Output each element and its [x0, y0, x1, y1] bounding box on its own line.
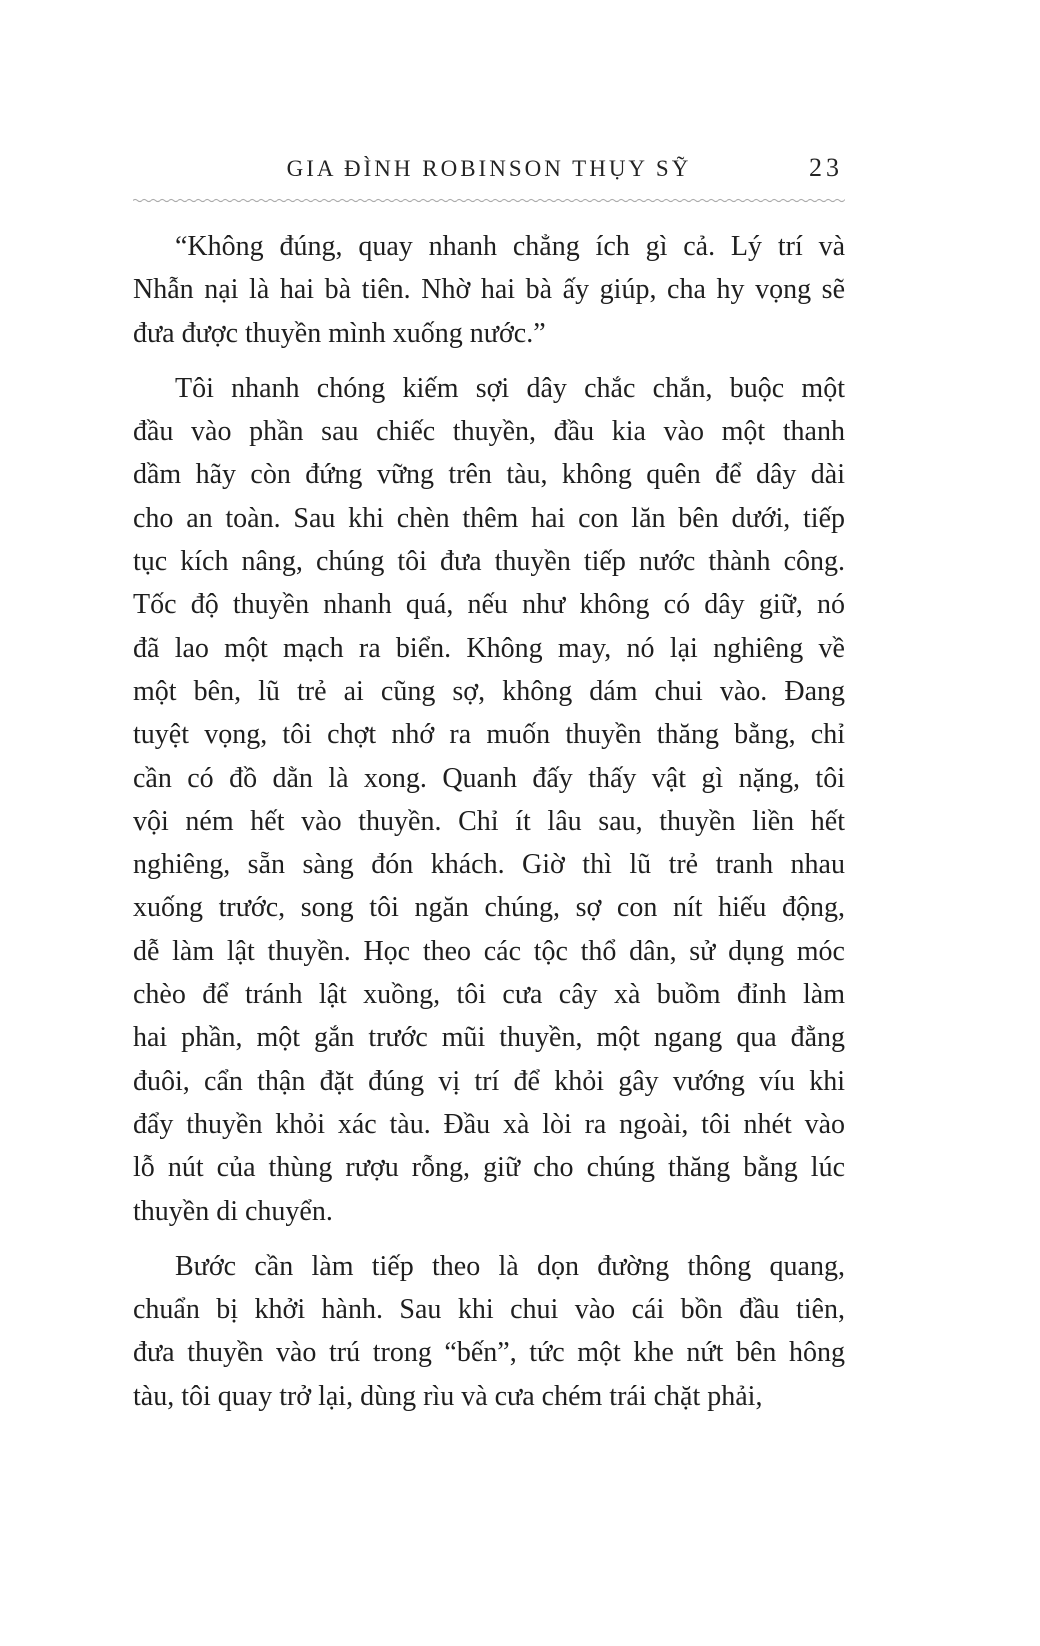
text-line: đầu vào phần sau chiếc thuyền, đầu kia vào một thanh [133, 416, 845, 448]
text-line: cần có đồ dằn là xong. Quanh đấy thấy vật gì nặng, tôi [133, 762, 845, 794]
text-line: cho an toàn. Sau khi chèn thêm hai con lăn bên dưới, tiếp [133, 502, 845, 534]
text-line: thuyền di chuyển. [133, 1195, 333, 1227]
text-line: Tốc độ thuyền nhanh quá, nếu như không có dây giữ, nó [133, 589, 845, 621]
text-line: Bước cần làm tiếp theo là dọn đường thông quang, [175, 1250, 845, 1282]
text-line: đã lao một mạch ra biển. Không may, nó lại nghiêng về [133, 632, 845, 664]
text-line: vội ném hết vào thuyền. Chỉ ít lâu sau, thuyền liền hết [133, 805, 845, 837]
text-column [133, 0, 845, 1646]
page-number: 23 [809, 153, 843, 182]
text-line: tàu, tôi quay trở lại, dùng rìu và cưa chém trái chặt phải, [133, 1380, 763, 1412]
paragraph [133, 1245, 845, 1418]
text-line: Nhẫn nại là hai bà tiên. Nhờ hai bà ấy giúp, cha hy vọng sẽ [133, 274, 845, 306]
text-line: dầm hãy còn đứng vững trên tàu, không quên để dây dài [133, 459, 845, 491]
text-line: chèo để tránh lật xuồng, tôi cưa cây xà buồm đỉnh làm [133, 979, 845, 1011]
text-line: đẩy thuyền khỏi xác tàu. Đầu xà lòi ra ngoài, tôi nhét vào [133, 1108, 845, 1140]
text-line: chuẩn bị khởi hành. Sau khi chui vào cái bồn đầu tiên, [133, 1294, 845, 1326]
text-line: tuyệt vọng, tôi chợt nhớ ra muốn thuyền thăng bằng, chỉ [133, 719, 845, 751]
paragraph [133, 225, 845, 355]
text-line: tục kích nâng, chúng tôi đưa thuyền tiếp nước thành công. [133, 546, 845, 578]
text-line: lỗ nút của thùng rượu rỗng, giữ cho chúng thăng bằng lúc [133, 1152, 845, 1184]
text-line: Tôi nhanh chóng kiếm sợi dây chắc chắn, buộc một [175, 372, 845, 404]
text-line: hai phần, một gắn trước mũi thuyền, một ngang qua đằng [133, 1022, 845, 1054]
running-header-title: GIA ĐÌNH ROBINSON THỤY SỸ [286, 156, 692, 181]
text-line: đưa được thuyền mình xuống nước.” [133, 317, 546, 349]
body-text [133, 225, 845, 1418]
text-line: dễ làm lật thuyền. Học theo các tộc thổ dân, sử dụng móc [133, 935, 845, 967]
wavy-divider [133, 197, 845, 204]
text-line: đưa thuyền vào trú trong “bến”, tức một khe nứt bên hông [133, 1337, 845, 1369]
text-line: đuôi, cẩn thận đặt đúng vị trí để khỏi gây vướng víu khi [133, 1065, 845, 1097]
paragraph [133, 367, 845, 1233]
text-line: nghiêng, sẵn sàng đón khách. Giờ thì lũ trẻ tranh nhau [133, 849, 845, 881]
text-line: “Không đúng, quay nhanh chẳng ích gì cả. Lý trí và [175, 231, 845, 262]
text-line: xuống trước, song tôi ngăn chúng, sợ con nít hiếu động, [133, 892, 845, 924]
text-line: một bên, lũ trẻ ai cũng sợ, không dám chui vào. Đang [133, 675, 845, 707]
